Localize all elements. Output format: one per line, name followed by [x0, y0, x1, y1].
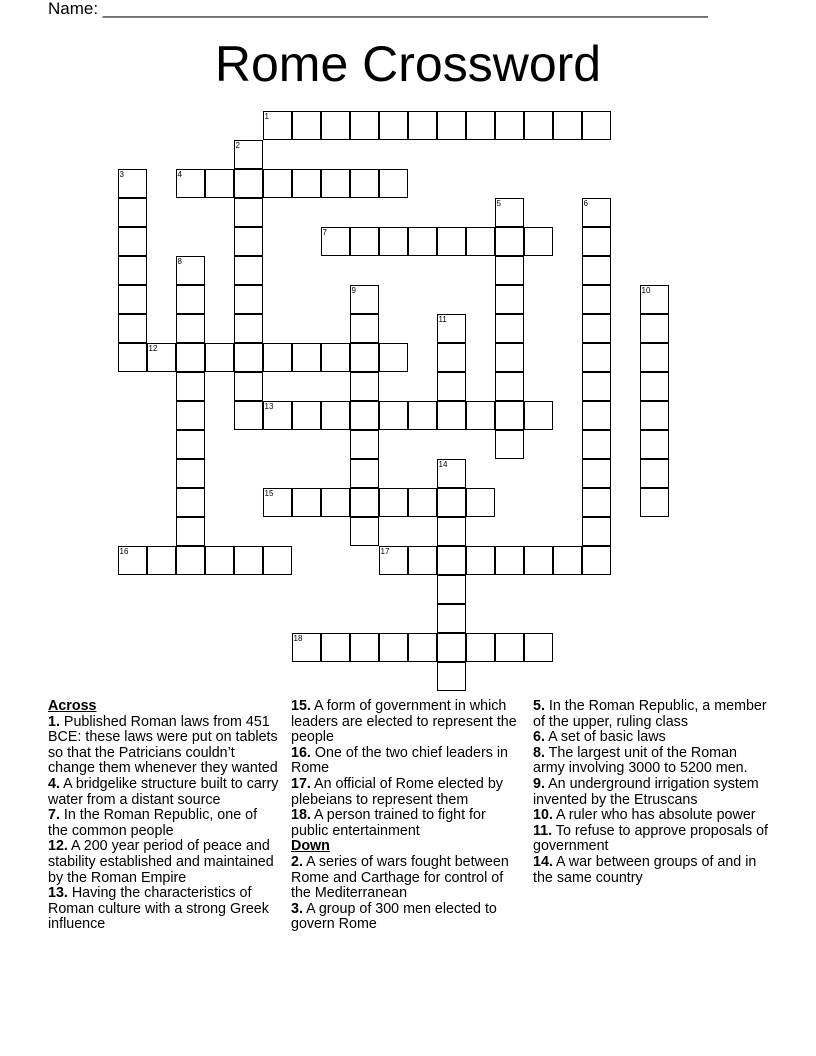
grid-cell[interactable] [379, 633, 408, 662]
grid-cell[interactable] [437, 343, 466, 372]
grid-cell[interactable] [582, 372, 611, 401]
grid-cell[interactable] [640, 430, 669, 459]
grid-cell[interactable] [408, 227, 437, 256]
grid-cell[interactable] [524, 227, 553, 256]
clue-item [48, 777, 280, 808]
clue-number-label: 12. [48, 838, 68, 855]
grid-cell[interactable] [234, 285, 263, 314]
clue-item [291, 746, 523, 777]
grid-cell[interactable] [263, 111, 292, 140]
grid-cell[interactable] [234, 401, 263, 430]
grid-cell[interactable] [205, 169, 234, 198]
clue-number-label: 14. [533, 853, 553, 870]
grid-cell[interactable] [437, 227, 466, 256]
grid-cell[interactable] [495, 256, 524, 285]
grid-cell[interactable] [205, 546, 234, 575]
grid-cell[interactable] [495, 372, 524, 401]
grid-cell[interactable] [495, 285, 524, 314]
grid-cell[interactable] [118, 169, 147, 198]
clue-text: A bridgelike structure built to carry water from a distant source [48, 775, 279, 808]
grid-cell[interactable] [495, 343, 524, 372]
grid-cell[interactable] [350, 372, 379, 401]
grid-cell[interactable] [292, 169, 321, 198]
clue-number: 14 [438, 459, 448, 469]
grid-cell[interactable] [437, 401, 466, 430]
grid-cell[interactable] [582, 430, 611, 459]
clue-number: 11 [438, 314, 447, 324]
clue-number-label: 17. [291, 775, 311, 792]
grid-cell[interactable] [495, 227, 524, 256]
clue-text: Having the characteristics of Roman culture with a strong Greek influence [48, 885, 269, 933]
grid-cell[interactable] [437, 372, 466, 401]
grid-cell[interactable] [582, 227, 611, 256]
clue-number-label: 6. [533, 729, 545, 746]
grid-cell[interactable] [437, 662, 466, 691]
clue-number: 5 [496, 198, 501, 208]
grid-cell[interactable] [321, 401, 350, 430]
grid-cell[interactable] [263, 169, 292, 198]
grid-cell[interactable] [640, 314, 669, 343]
clue-number: 6 [583, 198, 588, 208]
grid-cell[interactable] [379, 169, 408, 198]
grid-cell[interactable] [350, 314, 379, 343]
grid-cell[interactable] [437, 604, 466, 633]
grid-cell[interactable] [379, 546, 408, 575]
grid-cell[interactable] [118, 343, 147, 372]
grid-cell[interactable] [234, 140, 263, 169]
clue-number: 9 [351, 285, 356, 295]
clue-item [48, 715, 280, 777]
grid-cell[interactable] [408, 111, 437, 140]
clue-number-label: 10. [533, 807, 553, 824]
clue-item [291, 699, 523, 746]
grid-cell[interactable] [350, 227, 379, 256]
grid-cell[interactable] [437, 111, 466, 140]
grid-cell[interactable] [118, 198, 147, 227]
down-header: Down [291, 838, 330, 855]
grid-cell[interactable] [263, 546, 292, 575]
grid-cell[interactable] [495, 633, 524, 662]
grid-cell[interactable] [350, 285, 379, 314]
clue-number: 17 [380, 546, 390, 556]
clue-text: To refuse to approve proposals of government [533, 822, 769, 855]
grid-cell[interactable] [466, 488, 495, 517]
clue-item [533, 699, 771, 730]
grid-cell[interactable] [350, 430, 379, 459]
clue-item [291, 808, 523, 839]
grid-cell[interactable] [176, 488, 205, 517]
grid-cell[interactable] [234, 546, 263, 575]
grid-cell[interactable] [321, 633, 350, 662]
clue-item [533, 824, 771, 855]
grid-cell[interactable] [379, 401, 408, 430]
grid-cell[interactable] [437, 575, 466, 604]
grid-cell[interactable] [234, 198, 263, 227]
grid-cell[interactable] [466, 546, 495, 575]
clue-number-label: 11. [533, 822, 553, 839]
grid-cell[interactable] [350, 517, 379, 546]
grid-cell[interactable] [582, 459, 611, 488]
grid-cell[interactable] [582, 517, 611, 546]
clue-number: 2 [235, 140, 240, 150]
grid-cell[interactable] [350, 343, 379, 372]
clue-text: One of the two chief leaders in Rome [291, 744, 508, 777]
clue-number: 18 [293, 633, 303, 643]
clue-text: A ruler who has absolute power [552, 807, 756, 824]
grid-cell[interactable] [582, 343, 611, 372]
grid-cell[interactable] [176, 169, 205, 198]
clue-item [48, 886, 280, 933]
clue-number-label: 1. [48, 713, 60, 730]
grid-cell[interactable] [408, 546, 437, 575]
grid-cell[interactable] [408, 488, 437, 517]
grid-cell[interactable] [640, 401, 669, 430]
grid-cell[interactable] [582, 285, 611, 314]
across-header: Across [48, 698, 97, 714]
grid-cell[interactable] [640, 372, 669, 401]
grid-cell[interactable] [176, 314, 205, 343]
grid-cell[interactable] [234, 227, 263, 256]
clue-item [533, 746, 771, 777]
grid-cell[interactable] [176, 372, 205, 401]
grid-cell[interactable] [524, 633, 553, 662]
name-field[interactable]: Name: ________________________________________________________________ [48, 0, 708, 18]
clue-text: Published Roman laws from 451 BCE: these laws were put on tablets so that the Patricians couldn’t change them whenever they wanted [48, 713, 278, 777]
grid-cell[interactable] [466, 401, 495, 430]
grid-cell[interactable] [234, 256, 263, 285]
clue-text: A set of basic laws [544, 729, 666, 746]
clue-number: 4 [177, 169, 182, 179]
grid-cell[interactable] [350, 169, 379, 198]
grid-cell[interactable] [321, 488, 350, 517]
clue-number-label: 9. [533, 775, 545, 792]
clues-column-1 [48, 699, 280, 933]
grid-cell[interactable] [234, 372, 263, 401]
grid-cell[interactable] [582, 198, 611, 227]
grid-cell[interactable] [176, 517, 205, 546]
grid-cell[interactable] [176, 343, 205, 372]
grid-cell[interactable] [263, 488, 292, 517]
clue-number: 3 [119, 169, 124, 179]
clue-text: A series of wars fought between Rome and Carthage for control of the Mediterranean [291, 853, 509, 902]
grid-cell[interactable] [321, 343, 350, 372]
clue-text: An official of Rome elected by plebeians to represent them [291, 775, 503, 808]
clue-number-label: 15. [291, 698, 311, 714]
grid-cell[interactable] [582, 546, 611, 575]
grid-cell[interactable] [118, 546, 147, 575]
grid-cell[interactable] [176, 285, 205, 314]
grid-cell[interactable] [292, 488, 321, 517]
grid-cell[interactable] [495, 198, 524, 227]
grid-cell[interactable] [118, 227, 147, 256]
grid-cell[interactable] [524, 401, 553, 430]
grid-cell[interactable] [379, 111, 408, 140]
grid-cell[interactable] [495, 430, 524, 459]
grid-cell[interactable] [350, 633, 379, 662]
grid-cell[interactable] [147, 343, 176, 372]
page-title: Rome Crossword [214, 36, 602, 92]
grid-cell[interactable] [379, 488, 408, 517]
grid-cell[interactable] [437, 488, 466, 517]
clue-number: 7 [322, 227, 327, 237]
grid-cell[interactable] [582, 488, 611, 517]
grid-cell[interactable] [176, 546, 205, 575]
clue-text: A group of 300 men elected to govern Rome [291, 900, 497, 933]
grid-cell[interactable] [321, 111, 350, 140]
clue-number-label: 8. [533, 744, 545, 761]
grid-cell[interactable] [234, 343, 263, 372]
clue-item [48, 808, 280, 839]
grid-cell[interactable] [263, 343, 292, 372]
grid-cell[interactable] [118, 314, 147, 343]
clue-item [533, 730, 771, 746]
clue-number-label: 16. [291, 744, 311, 761]
grid-cell[interactable] [495, 546, 524, 575]
grid-cell[interactable] [379, 227, 408, 256]
grid-cell[interactable] [495, 401, 524, 430]
clue-text: An underground irrigation system invented by the Etruscans [533, 775, 759, 808]
grid-cell[interactable] [176, 459, 205, 488]
grid-cell[interactable] [350, 459, 379, 488]
clue-text: In the Roman Republic, one of the common people [48, 807, 258, 839]
grid-cell[interactable] [524, 111, 553, 140]
grid-cell[interactable] [176, 401, 205, 430]
clue-number-label: 5. [533, 698, 545, 714]
clue-item [48, 839, 280, 886]
grid-cell[interactable] [582, 111, 611, 140]
clue-number-label: 2. [291, 853, 303, 870]
grid-cell[interactable] [466, 227, 495, 256]
grid-cell[interactable] [292, 401, 321, 430]
grid-cell[interactable] [582, 314, 611, 343]
clue-item [533, 777, 771, 808]
clue-number: 15 [264, 488, 274, 498]
clue-text: The largest unit of the Roman army involving 3000 to 5200 men. [533, 744, 748, 777]
grid-cell[interactable] [350, 401, 379, 430]
clue-text: A war between groups of and in the same country [533, 853, 757, 886]
grid-cell[interactable] [321, 169, 350, 198]
clue-item [291, 855, 523, 902]
grid-cell[interactable] [640, 285, 669, 314]
grid-cell[interactable] [466, 111, 495, 140]
grid-cell[interactable] [582, 256, 611, 285]
clue-number: 1 [264, 111, 269, 121]
clue-item [291, 777, 523, 808]
clue-number-label: 4. [48, 775, 60, 792]
grid-cell[interactable] [437, 314, 466, 343]
grid-cell[interactable] [437, 459, 466, 488]
grid-cell[interactable] [553, 111, 582, 140]
clue-number: 8 [177, 256, 182, 266]
grid-cell[interactable] [524, 546, 553, 575]
grid-cell[interactable] [147, 546, 176, 575]
clue-item [533, 808, 771, 824]
clue-text: A person trained to fight for public entertainment [291, 807, 486, 839]
clue-text: In the Roman Republic, a member of the upper, ruling class [533, 698, 767, 730]
grid-cell[interactable] [176, 256, 205, 285]
clue-number-label: 13. [48, 885, 68, 902]
grid-cell[interactable] [466, 633, 495, 662]
clue-item [533, 855, 771, 886]
grid-cell[interactable] [263, 401, 292, 430]
grid-cell[interactable] [495, 111, 524, 140]
grid-cell[interactable] [437, 633, 466, 662]
grid-cell[interactable] [118, 285, 147, 314]
clue-number: 13 [264, 401, 274, 411]
clue-item [291, 902, 523, 933]
clue-number-label: 7. [48, 807, 60, 824]
grid-cell[interactable] [234, 314, 263, 343]
grid-cell[interactable] [205, 343, 234, 372]
grid-cell[interactable] [408, 401, 437, 430]
grid-cell[interactable] [292, 111, 321, 140]
grid-cell[interactable] [321, 227, 350, 256]
clues-column-3 [533, 699, 771, 886]
grid-cell[interactable] [437, 546, 466, 575]
clue-text: A form of government in which leaders are elected to represent the people [291, 698, 517, 746]
clue-number-label: 3. [291, 900, 303, 917]
grid-cell[interactable] [176, 430, 205, 459]
clue-number: 16 [119, 546, 129, 556]
grid-cell[interactable] [292, 343, 321, 372]
grid-cell[interactable] [234, 169, 263, 198]
grid-cell[interactable] [495, 314, 524, 343]
grid-cell[interactable] [640, 459, 669, 488]
grid-cell[interactable] [408, 633, 437, 662]
clues-column-2 [291, 699, 523, 933]
grid-cell[interactable] [350, 111, 379, 140]
grid-cell[interactable] [640, 488, 669, 517]
clue-number-label: 18. [291, 807, 311, 824]
grid-cell[interactable] [640, 343, 669, 372]
grid-cell[interactable] [118, 256, 147, 285]
grid-cell[interactable] [437, 517, 466, 546]
grid-cell[interactable] [553, 546, 582, 575]
clue-text: A 200 year period of peace and stability established and maintained by the Roman Empire [48, 838, 274, 886]
clue-number: 10 [641, 285, 651, 295]
grid-cell[interactable] [350, 488, 379, 517]
grid-cell[interactable] [582, 401, 611, 430]
clue-number: 12 [148, 343, 158, 353]
grid-cell[interactable] [379, 343, 408, 372]
grid-cell[interactable] [292, 633, 321, 662]
